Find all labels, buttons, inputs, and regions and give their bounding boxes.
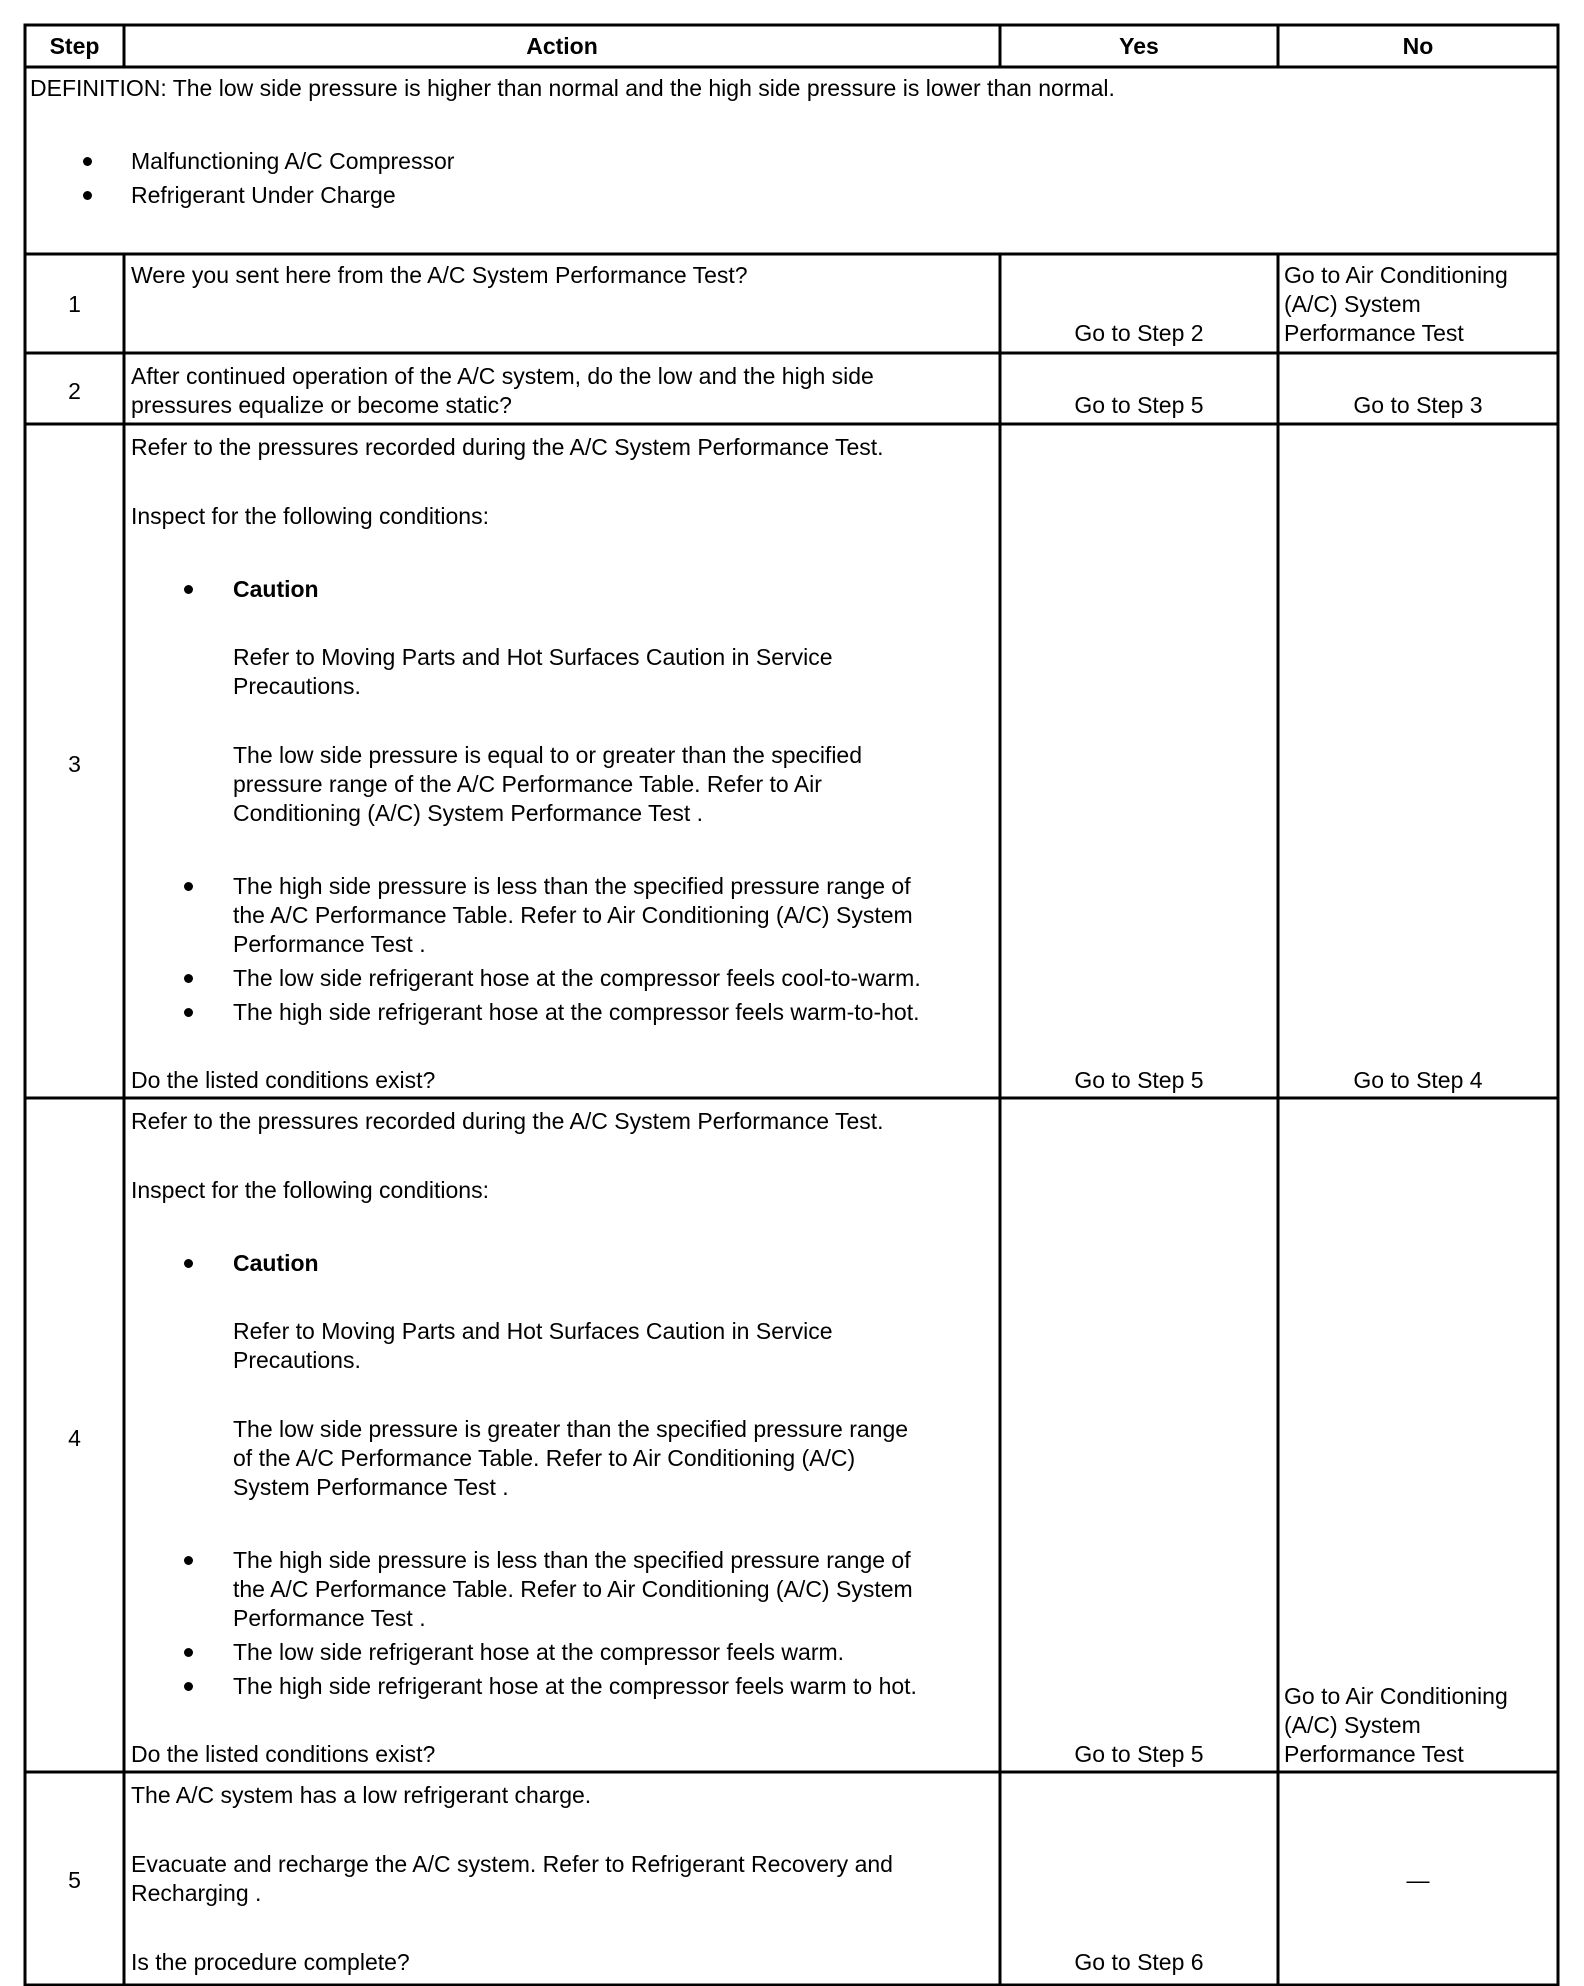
condition-text: The high side pressure is less than the specified pressure range of [233,1547,911,1573]
action-text: The A/C system has a low refrigerant charge. [131,1782,592,1808]
condition-text: The high side refrigerant hose at the compressor feels warm-to-hot. [233,999,920,1025]
action-text: After continued operation of the A/C system, do the low and the high side [131,363,874,389]
action-text: Evacuate and recharge the A/C system. Refer to Refrigerant Recovery and [131,1851,893,1877]
caution-label: Caution [233,576,319,602]
step-number: 2 [68,378,81,404]
action-text: Were you sent here from the A/C System Performance Test? [131,262,748,288]
condition-text: System Performance Test . [233,1474,509,1500]
action-text: pressures equalize or become static? [131,392,512,418]
yes-result: Go to Step 2 [1074,320,1204,346]
no-result: Performance Test [1284,320,1464,346]
action-text: Inspect for the following conditions: [131,1177,489,1203]
bullet-icon [184,882,193,891]
header-yes: Yes [1119,33,1159,59]
no-result: Go to Air Conditioning [1284,1683,1508,1709]
bullet-icon [184,585,193,594]
condition-text: The high side refrigerant hose at the compressor feels warm to hot. [233,1673,917,1699]
no-result: Go to Step 3 [1353,392,1483,418]
condition-text: The low side refrigerant hose at the compressor feels warm. [233,1639,845,1665]
action-text: Recharging . [131,1880,262,1906]
yes-result: Go to Step 5 [1074,1741,1204,1767]
condition-text: The low side pressure is greater than the specified pressure range [233,1416,909,1442]
action-text: Inspect for the following conditions: [131,503,489,529]
action-question: Is the procedure complete? [131,1949,410,1975]
no-result: Go to Air Conditioning [1284,262,1508,288]
header-step: Step [49,33,100,59]
header-no: No [1402,33,1434,59]
condition-text: The high side pressure is less than the specified pressure range of [233,873,911,899]
step-number: 5 [68,1867,81,1893]
yes-result: Go to Step 5 [1074,392,1204,418]
condition-text: Performance Test . [233,1605,426,1631]
caution-text: Precautions. [233,1347,361,1373]
no-result: (A/C) System [1284,291,1421,317]
action-question: Do the listed conditions exist? [131,1067,436,1093]
condition-text: The low side refrigerant hose at the compressor feels cool-to-warm. [233,965,921,991]
bullet-icon [184,1648,193,1657]
step-number: 1 [68,291,81,317]
no-result: Performance Test [1284,1741,1464,1767]
bullet-icon [184,1008,193,1017]
condition-text: Performance Test . [233,931,426,957]
condition-text: of the A/C Performance Table. Refer to Air Conditioning (A/C) [233,1445,856,1471]
bullet-icon [184,1682,193,1691]
condition-text: pressure range of the A/C Performance Table. Refer to Air [233,771,822,797]
condition-text: the A/C Performance Table. Refer to Air Conditioning (A/C) System [233,902,913,928]
definition-bullet: Malfunctioning A/C Compressor [131,148,455,174]
bullet-icon [184,1556,193,1565]
bullet-icon [184,974,193,983]
caution-text: Precautions. [233,673,361,699]
action-text: Refer to the pressures recorded during the A/C System Performance Test. [131,1108,884,1134]
condition-text: Conditioning (A/C) System Performance Test . [233,800,703,826]
step-number: 3 [68,751,81,777]
header-action: Action [526,33,598,59]
bullet-icon [83,157,92,166]
condition-text: the A/C Performance Table. Refer to Air Conditioning (A/C) System [233,1576,913,1602]
bullet-icon [184,1259,193,1268]
definition-text: DEFINITION: The low side pressure is higher than normal and the high side pressure is lower than normal. [30,75,1115,101]
no-result-dash: — [1406,1867,1430,1893]
definition-bullet: Refrigerant Under Charge [131,182,396,208]
no-result: (A/C) System [1284,1712,1421,1738]
step-number: 4 [68,1425,81,1451]
caution-text: Refer to Moving Parts and Hot Surfaces Caution in Service [233,644,833,670]
bullet-icon [83,191,92,200]
action-text: Refer to the pressures recorded during the A/C System Performance Test. [131,434,884,460]
yes-result: Go to Step 6 [1074,1949,1204,1975]
condition-text: The low side pressure is equal to or greater than the specified [233,742,863,768]
caution-label: Caution [233,1250,319,1276]
caution-text: Refer to Moving Parts and Hot Surfaces Caution in Service [233,1318,833,1344]
action-question: Do the listed conditions exist? [131,1741,436,1767]
yes-result: Go to Step 5 [1074,1067,1204,1093]
no-result: Go to Step 4 [1353,1067,1483,1093]
